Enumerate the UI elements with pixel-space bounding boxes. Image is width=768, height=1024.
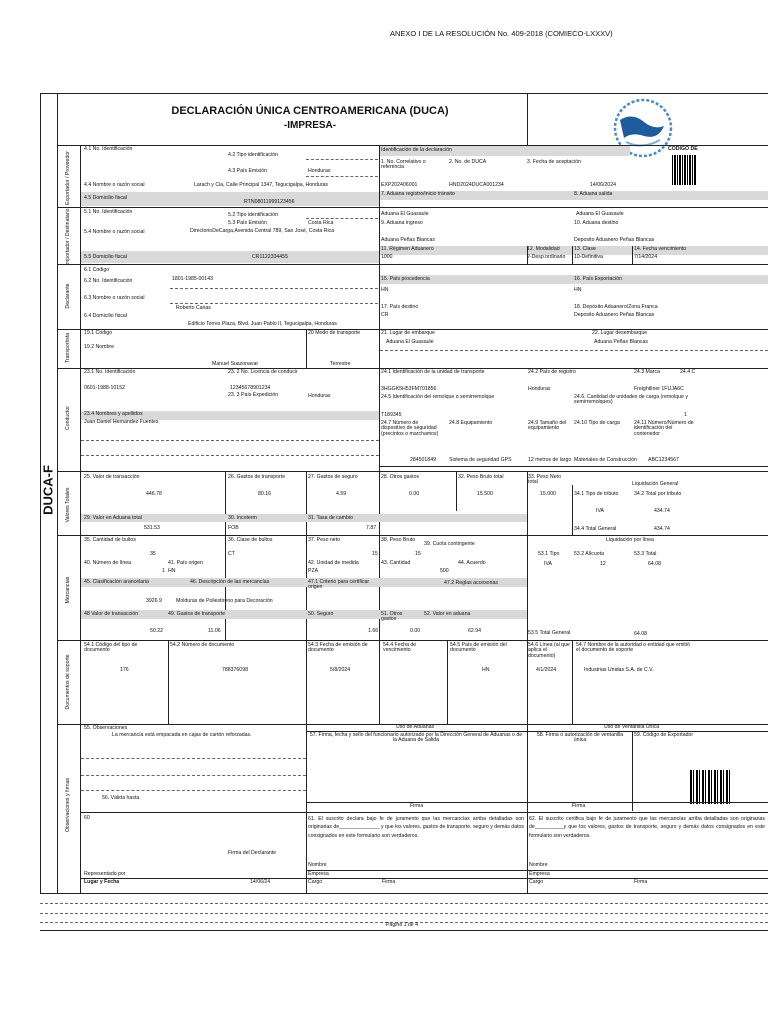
label-51: 51. Otros gastos [381, 611, 403, 623]
value-54-6[interactable]: 4/1/2024 [536, 667, 557, 673]
value-24-11[interactable]: ABC1234567 [648, 457, 679, 463]
value-54-2[interactable]: 788376098 [222, 667, 248, 673]
label-48: 48 Valor de transacción [84, 611, 139, 617]
value-fecha[interactable]: 14/06/24 [250, 879, 271, 885]
field-5-2 [306, 218, 378, 219]
label-47-1: 47.1 Criterio para certificar origen [308, 579, 370, 591]
label-19-2: 19.2 Nombre [84, 344, 114, 350]
vdiv-38 [379, 535, 380, 640]
frame-inner-left [57, 93, 58, 893]
value-37[interactable]: 15 [372, 551, 378, 557]
field-55-a [81, 758, 306, 759]
label-23-2: 23. 2 No. Licencia de conducir [228, 369, 298, 375]
label-cargo-61: Cargo [308, 879, 323, 885]
value-6-3[interactable]: Roberto Carias [176, 305, 211, 311]
divider-12 [527, 246, 528, 264]
value-38[interactable]: 15 [415, 551, 421, 557]
value-33[interactable]: 15.000 [540, 491, 556, 497]
value-15[interactable]: HN [381, 287, 389, 293]
barcode-bottom [690, 770, 730, 804]
section-observaciones: Observaciones y firmas [65, 777, 71, 833]
value-45[interactable]: 3926.9 [146, 598, 162, 604]
value-55[interactable]: La mercancía está empacada en cajas de cartón reforzadas. [112, 732, 252, 738]
frame-bottom [40, 893, 768, 894]
value-24-6[interactable]: 1 [684, 412, 687, 418]
vdiv-54-4 [379, 640, 380, 724]
value-24-3[interactable]: Freightliner 1FUJA6C [634, 386, 684, 392]
vdiv-54-7 [572, 640, 573, 724]
label-24-3: 24.3 Marca [634, 369, 660, 375]
label-58: 58. Firma o autorización de ventanilla única [536, 732, 624, 744]
section-importador: Importador / Destinatario [65, 208, 71, 266]
page-number: Página 1 de 4 [386, 922, 419, 928]
label-uso-ventanilla: Uso de Ventanilla Única [604, 724, 660, 730]
value-34-4[interactable]: 434.74 [654, 526, 670, 532]
field-23-a [81, 440, 379, 441]
blank-row-2 [40, 913, 768, 914]
form-title: DECLARACIÓN ÚNICA CENTROAMERICANA (DUCA) [171, 105, 449, 117]
label-5-5: 5.5 Domicilio fiscal [84, 254, 127, 260]
label-43: 43. Cantidad [381, 560, 411, 566]
value-28[interactable]: 0.00 [409, 491, 420, 497]
value-5-4[interactable]: DirectorioDeCarga,Avenida Central 789, San José, Costa Rica [190, 228, 335, 234]
value-18[interactable]: Deposito Aduanero Peñas Blancas [574, 312, 655, 318]
label-53-3: 53.3 Total [634, 551, 657, 557]
label-18: 18. Depósito Aduanero/Zona Franca [574, 304, 658, 310]
section-declarante: Declarante [65, 283, 71, 309]
vdiv-26 [225, 471, 226, 535]
vdiv-57 [306, 724, 307, 893]
value-20[interactable]: Terrestre [330, 361, 351, 367]
label-9: 9. Aduana ingreso [381, 220, 423, 226]
value-54-3[interactable]: 5/8/2024 [330, 667, 351, 673]
divider-conductor [57, 471, 768, 472]
label-representado: Representado por [84, 871, 126, 877]
value-21[interactable]: Aduana El Guasaule [386, 339, 434, 345]
divider-13 [572, 246, 573, 264]
label-40: 40. Número de línea [84, 560, 132, 566]
label-14: 14. Fecha vencimiento [634, 246, 687, 252]
label-44: 44. Acuerdo [458, 560, 486, 566]
label-4-1: 4.1 No. Identificación [84, 146, 133, 152]
label-24-9: 24.9 Tamaño del equipamiento [528, 420, 567, 432]
label-4-5: 4.5 Domicilio fiscal [84, 195, 127, 201]
label-31: 31. Tasa de cambio [308, 515, 353, 521]
value-31[interactable]: 7.87 [366, 525, 377, 531]
label-30: 30. Incoterm [228, 515, 257, 521]
label-32: 32. Peso Bruto total [458, 474, 504, 480]
label-54-3: 54.3 Fecha de emisión de documento [308, 642, 368, 654]
declaration-61: 61. El suscrito declara bajo fe de juramento que las mercancías arriba detalladas son originarias de______________ y que los valores, gastos de transporte, seguro y demás datos consignados en este formulario son verdaderos. [308, 816, 524, 839]
value-27[interactable]: 4.59 [336, 491, 347, 497]
form-subtitle: -IMPRESA- [283, 120, 337, 131]
label-8: 8. Aduana salida [574, 191, 613, 197]
value-10[interactable]: Deposito Aduanero Peñas Blancas [574, 237, 655, 243]
label-47-2: 47.2 Reglas accesorias [444, 580, 498, 586]
label-7: 7. Aduana registro/inicio tránsito [381, 191, 455, 197]
divider-60 [81, 812, 768, 813]
label-cargo-62: Cargo [529, 879, 544, 885]
label-41: 41. País origen [168, 560, 203, 566]
value-54-1[interactable]: 176 [120, 667, 129, 673]
label-59: 59. Código de Exportador [634, 732, 694, 738]
value-16[interactable]: HN [574, 287, 582, 293]
label-24-5: 24.5 Identificación del remolque o semirremolque [381, 394, 495, 400]
label-23-3: 23. 3 País Expedición [228, 392, 279, 398]
value-8[interactable]: Aduana El Guasaule [576, 211, 624, 217]
vdiv-54-2 [168, 640, 169, 724]
value-23-3[interactable]: Honduras [308, 393, 331, 399]
section-exportador: Exportador / Proveedor [65, 151, 71, 205]
value-23-1[interactable]: 0601-1988-10152 [84, 385, 125, 391]
declaration-62: 62. El suscrito certifica bajo fe de juramento que las mercancías arriba detalladas son originarias de__________y que los valores, gastos de transporte, seguro y demás datos consignados en este formulario son verdaderos. [529, 816, 765, 839]
section-valores: Valores Totales [65, 487, 71, 523]
label-26: 26. Gastos de transporte [228, 474, 286, 480]
label-11: 11. Régimen Aduanero [381, 246, 434, 252]
value-6-4[interactable]: Edificio Torres Plaza, Blvd. Juan Pablo II, Tegucigalpa, Honduras [188, 321, 337, 327]
label-25: 25. Valor de transacción [84, 474, 140, 480]
label-54-6: 54.6 Línea (al que aplica el documento) [528, 642, 570, 659]
field-4-2 [306, 159, 378, 160]
label-empresa-61: Empresa [308, 871, 329, 877]
label-4-3: 4.3 País Emisión [228, 168, 267, 174]
line-empresa [81, 878, 768, 879]
value-5-3[interactable]: Costa Rica [308, 220, 334, 226]
label-12: 12. Modalidad [527, 246, 560, 252]
label-50: 50. Seguro [308, 611, 334, 617]
value-24-5[interactable]: T189345 [381, 412, 402, 418]
divider-valores [57, 535, 768, 536]
label-24-11: 24.11 Número/Número de identificación del contenedor [634, 420, 694, 437]
label-16: 16. País Exportación [574, 276, 622, 282]
label-lugar-fecha: Lugar y Fecha [84, 879, 120, 885]
section-conductor: Conductor [65, 406, 71, 430]
label-firma-declarante: Firma del Declarante [228, 850, 277, 856]
label-24-4: 24.4 C [680, 369, 696, 375]
label-35: 35. Cantidad de bultos [84, 537, 136, 543]
value-3[interactable]: 14/06/2024 [590, 182, 616, 188]
value-52[interactable]: 62.94 [468, 628, 481, 634]
label-54-5: 54.5 País de emisión del documento [450, 642, 507, 654]
value-24-9[interactable]: 12 metros de largo [528, 457, 572, 463]
value-1[interactable]: EXP202406001 [381, 182, 418, 188]
label-22: 22. Lugar desembarque [592, 330, 648, 336]
label-55: 55. Observaciones [84, 725, 128, 731]
label-36: 36. Clase de bultos [228, 537, 273, 543]
value-4-4[interactable]: Larach y Cia, Calle Principal 1347, Tegucigalpa, Honduras [194, 182, 328, 188]
label-52: 52. Valor en aduana [424, 611, 471, 617]
value-13[interactable]: 10-Definitiva [574, 254, 603, 260]
value-36[interactable]: CT [228, 551, 235, 557]
label-24-7: 24.7 Número de dispositivo de seguridad (precintos o marchamos) [381, 420, 439, 437]
label-34-1: 34.1 Tipo de tributo [574, 491, 619, 497]
label-54-4: 54.4 Fecha de vencimiento [383, 642, 417, 654]
label-33: 33. Peso Neto total [528, 474, 561, 486]
section-documentos: Documentos de soporte [65, 654, 71, 710]
value-24-10[interactable]: Materiales de Construcción [574, 457, 637, 463]
value-24-2[interactable]: Honduras [528, 386, 551, 392]
value-23-2[interactable]: 12345678901234 [230, 385, 271, 391]
label-6-3: 6.3 Nombre o razón social [84, 295, 145, 301]
label-5-2: 5.2 Tipo identificación [228, 212, 278, 218]
label-6-2: 6.2 No. Identificación [84, 278, 133, 284]
value-26[interactable]: 80.16 [258, 491, 271, 497]
label-53-5: 53.5 Total General [528, 630, 571, 636]
value-2[interactable]: HND2024DUCA001234 [449, 182, 504, 188]
label-13: 13. Clase [574, 246, 596, 252]
value-7[interactable]: Aduana El Guasaule [381, 211, 429, 217]
vdiv-27 [306, 471, 307, 535]
value-42[interactable]: PZA [308, 568, 319, 574]
label-24-10: 24.10 Tipo de carga [574, 420, 620, 426]
section-transportista: Transportista [65, 332, 71, 364]
ident-title: Identificación de la declaración [381, 147, 452, 153]
label-2: 2. No. de DUCA [449, 159, 487, 165]
value-29[interactable]: 531.53 [144, 525, 160, 531]
header-divider [527, 93, 528, 145]
label-liq-general: Liquidación General [632, 481, 679, 487]
value-5-5[interactable]: CR1122334455 [252, 254, 288, 260]
divider-importador [57, 264, 768, 265]
label-28: 28. Otros gastos [381, 474, 420, 480]
vdiv-32 [456, 471, 457, 511]
section-mercancias: Mercancías [65, 576, 71, 604]
label-10: 10. Aduana destino [574, 220, 619, 226]
shade-29 [81, 514, 527, 522]
label-15: 15. País procedencia [381, 276, 430, 282]
value-24-7[interactable]: 284501849 [410, 457, 436, 463]
duca-f-label: DUCA-F [40, 465, 56, 515]
label-firma-57: Firma [410, 803, 424, 809]
value-40[interactable]: 1 [162, 568, 165, 574]
value-54-7[interactable]: Industrias Unidas S.A. de C.V. [584, 667, 654, 673]
label-53-2: 53.2 Alícuota [574, 551, 604, 557]
value-32[interactable]: 15.500 [477, 491, 493, 497]
label-46: 46. Descripción de las mercancías [190, 579, 270, 585]
value-25[interactable]: 446.78 [146, 491, 162, 497]
label-19-1: 19.1 Código [84, 330, 112, 336]
value-53-1[interactable]: IVA [544, 561, 552, 567]
divider-14 [632, 246, 633, 264]
field-6-2 [170, 288, 378, 289]
label-60: 60 [84, 815, 90, 821]
label-3: 3. Fecha de aceptación [527, 159, 581, 165]
label-5-4: 5.4 Nombre o razón social [84, 229, 145, 235]
vdiv-37 [306, 535, 307, 640]
value-34-1[interactable]: IVA [596, 508, 604, 514]
label-29: 29. Valor en Aduana total [84, 515, 142, 521]
label-4-2: 4.2 Tipo identificación [228, 152, 278, 158]
value-22[interactable]: Aduana Peñas Blancas [594, 339, 648, 345]
field-55-b [81, 775, 306, 776]
label-firma-61: Firma [382, 879, 396, 885]
label-54-2: 54.2 Número de documento [170, 642, 235, 648]
vdiv-36 [225, 535, 226, 640]
label-23-1: 23.1 No. Identificación [84, 369, 136, 375]
label-42: 42. Unidad de medida [308, 560, 359, 566]
field-55-c [81, 790, 306, 791]
label-nombre-61: Nombre [308, 862, 327, 868]
label-38: 38. Peso Bruto [381, 537, 416, 543]
label-27: 27. Gastos de seguro [308, 474, 358, 480]
value-54-5[interactable]: HN [482, 667, 490, 673]
label-23-4: 23.4 Nombres y apellidos [84, 411, 143, 417]
value-53-2[interactable]: 12 [600, 561, 606, 567]
label-34-2: 34.2 Total por tributo [634, 491, 682, 497]
value-17[interactable]: CR [381, 312, 389, 318]
value-24-8[interactable]: Sistema de seguridad GPS [449, 457, 512, 463]
field-4-3 [306, 176, 378, 177]
label-57: 57. Firma, fecha y sello del funcionario autorizado por la Dirección General de Aduanas o de la Aduana de Salida [309, 732, 523, 744]
label-54-1: 54.1 Código del tipo de documento [84, 642, 138, 654]
value-49[interactable]: 11.06 [208, 628, 221, 634]
label-6-1: 6.1 Codigo [84, 267, 110, 273]
value-24-1[interactable]: 3HGGK5H53FM701856 [381, 386, 437, 392]
value-35[interactable]: 35 [150, 551, 156, 557]
divider-exportador [57, 207, 768, 208]
value-48[interactable]: 50.22 [150, 628, 163, 634]
anexo-text: ANEXO I DE LA RESOLUCIÓN No. 409-2018 (COMIECO-LXXXV) [390, 29, 613, 38]
codigo-label: CÓDIGO DE [668, 146, 698, 152]
label-24-2: 24.2 País de registro [528, 369, 576, 375]
field-6-3 [170, 303, 378, 304]
label-49: 49. Gastos de transporte [168, 611, 226, 617]
label-firma-62: Firma [634, 879, 648, 885]
value-50[interactable]: 1.66 [368, 628, 379, 634]
field-24-bottom [380, 466, 768, 467]
value-53-3[interactable]: 64.08 [648, 561, 661, 567]
value-43[interactable]: 500 [440, 568, 449, 574]
label-54-7: 54.7 Nombre de la autoridad o entidad que emitió el documento de soporte [576, 642, 690, 654]
value-53-5[interactable]: 64.08 [634, 631, 647, 637]
label-24-8: 24.8 Equipamiento [449, 420, 493, 426]
label-liq-linea: Liquidación por línea [606, 537, 654, 543]
label-firma-58: Firma [572, 803, 586, 809]
value-34-2[interactable]: 434.74 [654, 508, 670, 514]
blank-row-4 [40, 930, 768, 931]
vdiv-59 [632, 731, 633, 811]
label-21: 21. Lugar de embarque [381, 330, 435, 336]
value-9[interactable]: Aduana Peñas Blancas [381, 237, 435, 243]
line-firma-58 [527, 802, 768, 803]
field-23-b [81, 455, 379, 456]
value-14[interactable]: 7/14/2024 [634, 254, 658, 260]
barcode-top [672, 155, 696, 185]
label-34-4: 34.4 Total General [574, 526, 617, 532]
value-23-4[interactable]: Juan Daniel Hernandez Fuentes [84, 419, 159, 425]
label-24-1: 24.1 Identificación de la unidad de transporte [381, 369, 485, 375]
label-5-1: 5.1 No. Identificación [84, 209, 133, 215]
value-6-2[interactable]: 1801-1985-00143 [172, 276, 213, 282]
frame-top [40, 93, 768, 94]
divider-20 [306, 329, 307, 368]
value-51[interactable]: 0.00 [410, 628, 421, 634]
vdiv-28 [379, 471, 380, 535]
label-17: 17. País destino [381, 304, 419, 310]
vdiv-58 [527, 724, 528, 893]
value-4-5[interactable]: RTN08011999123456 [244, 199, 295, 205]
label-39: 39. Cuota contingente [424, 541, 475, 547]
label-uso-aduanas: Uso de Aduanas [396, 724, 435, 730]
blank-row-1 [40, 903, 768, 904]
vdiv-54-3 [306, 640, 307, 724]
label-4-4: 4.4 Nombre o razón social [84, 182, 145, 188]
label-56: 56. Válida hasta [102, 795, 140, 801]
label-5-3: 5.3 País Emisión [228, 220, 267, 226]
label-24-6: 24.6. Cantidad de unidades de carga (remolque y semirremolques) [574, 394, 688, 406]
label-empresa-62: Empresa [529, 871, 550, 877]
vdiv-34 [572, 485, 573, 535]
value-11[interactable]: 1000 [381, 254, 393, 260]
label-1: 1. No. Correlativo o referencia [381, 159, 426, 171]
value-12[interactable]: 2-Desp.ordinario [527, 254, 566, 260]
value-4-3[interactable]: Honduras [308, 168, 331, 174]
label-6-4: 6.4 Domicilio fiscal [84, 313, 127, 319]
vdiv-54-5 [447, 640, 448, 724]
label-20: 20 Modo de transporte [308, 330, 361, 336]
value-46[interactable]: Molduras de Poliestireno para Decoración [176, 598, 273, 604]
divider-mercancias [57, 640, 768, 641]
label-53-1: 53.1 Tipo [538, 551, 560, 557]
vdiv-53 [527, 535, 528, 640]
label-45: 45. Clasificación arancelaria [84, 579, 149, 585]
value-30[interactable]: FOB [228, 525, 239, 531]
value-19-2[interactable]: Manuel Suazonavar [212, 361, 259, 367]
value-41[interactable]: HN [168, 568, 176, 574]
label-nombre-62: Nombre [529, 862, 548, 868]
field-21 [380, 350, 768, 351]
label-37: 37. Peso neto [308, 537, 341, 543]
